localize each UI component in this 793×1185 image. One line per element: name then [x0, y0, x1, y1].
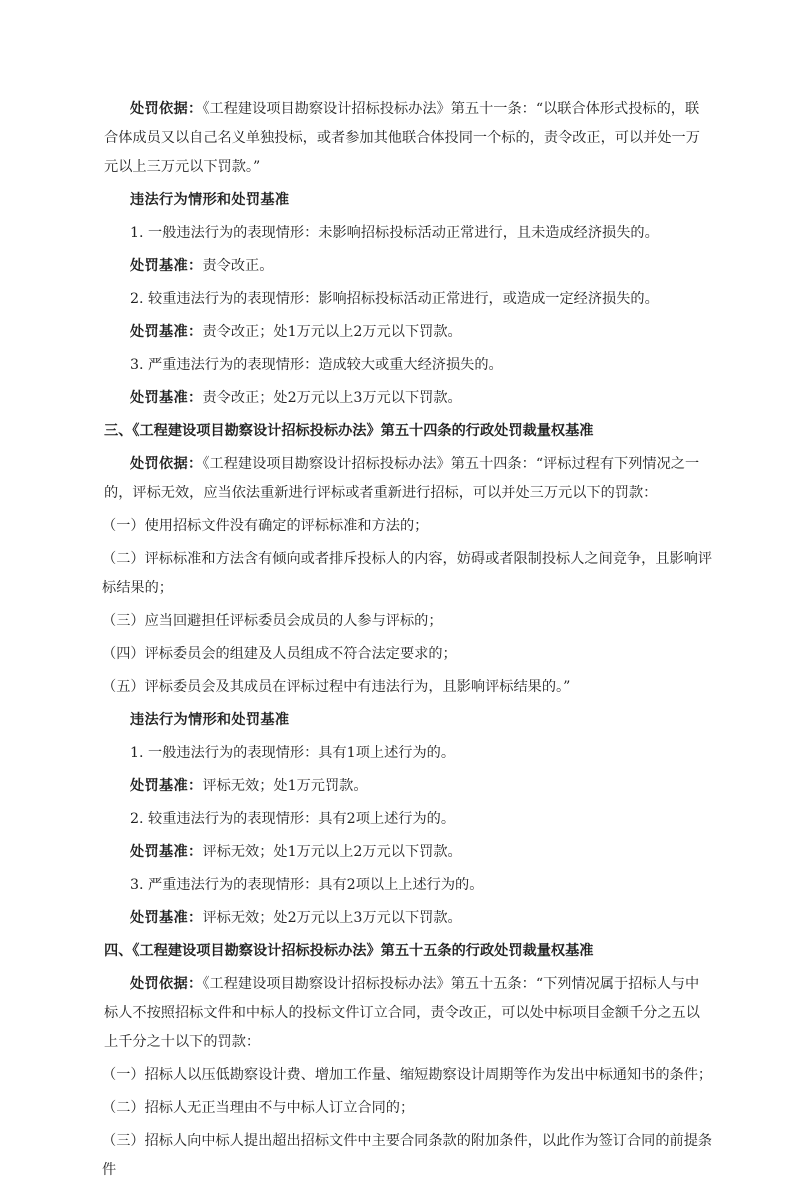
- label-penalty-standard: 处罚基准：: [130, 258, 203, 274]
- penalty-standard-text: 责令改正；处1万元以上2万元以下罚款。: [202, 324, 462, 340]
- list-item-1: （一）招标人以压低勘察设计费、增加工作量、缩短勘察设计周期等作为发出中标通知书的条件；: [102, 1067, 713, 1083]
- list-item-4: （四）评标委员会的组建及人员组成不符合法定要求的；: [102, 646, 457, 662]
- penalty-standard-serious: [104, 838, 713, 867]
- penalty-standard-severe: [104, 904, 713, 933]
- scenario-severe: 3. 严重违法行为的表现情形：造成较大或重大经济损失的。: [130, 357, 503, 373]
- section-heading-55: 四、《工程建设项目勘察设计招标投标办法》第五十五条的行政处罚裁量权基准: [104, 943, 594, 959]
- label-penalty-standard: 处罚基准：: [130, 390, 203, 406]
- scenario-general: 1. 一般违法行为的表现情形：未影响招标投标活动正常进行，且未造成经济损失的。: [130, 225, 659, 241]
- penalty-standard-text: 责令改正。: [202, 258, 274, 274]
- penalty-standard-general: [104, 772, 713, 801]
- label-penalty-basis: 处罚依据：: [130, 101, 203, 117]
- subheading-violation-scenarios: 违法行为情形和处罚基准: [130, 712, 290, 728]
- list-item-3: （三）应当回避担任评标委员会成员的人参与评标的；: [102, 613, 443, 629]
- penalty-basis-text: 《工程建设项目勘察设计招标投标办法》第五十五条：“下列情况属于招标人与中标人不按照招标文件和中标人的投标文件订立合同，责令改正，可以处中标项目金额千分之五以上千分之十以下的罚款：: [104, 976, 700, 1050]
- list-item-3: （三）招标人向中标人提出超出招标文件中主要合同条款的附加条件，以此作为签订合同的前提条件: [102, 1133, 713, 1178]
- label-penalty-standard: 处罚基准：: [130, 778, 203, 794]
- list-item-2: （二）招标人无正当理由不与中标人订立合同的；: [102, 1100, 415, 1116]
- label-penalty-standard: 处罚基准：: [130, 324, 203, 340]
- penalty-basis-54: [104, 450, 713, 508]
- penalty-basis-51: [104, 95, 713, 182]
- penalty-standard-text: 评标无效；处1万元以上2万元以下罚款。: [202, 844, 462, 860]
- label-penalty-basis: 处罚依据：: [130, 456, 203, 472]
- penalty-standard-serious: [104, 318, 713, 347]
- penalty-standard-general: [104, 252, 713, 281]
- penalty-standard-text: 责令改正；处2万元以上3万元以下罚款。: [202, 390, 462, 406]
- section-heading-54: 三、《工程建设项目勘察设计招标投标办法》第五十四条的行政处罚裁量权基准: [104, 423, 594, 439]
- label-penalty-standard: 处罚基准：: [130, 910, 203, 926]
- subheading-violation-scenarios: 违法行为情形和处罚基准: [130, 192, 290, 208]
- list-item-1: （一）使用招标文件没有确定的评标标准和方法的；: [102, 518, 429, 534]
- penalty-standard-text: 评标无效；处2万元以上3万元以下罚款。: [202, 910, 462, 926]
- scenario-severe: 3. 严重违法行为的表现情形：具有2项以上上述行为的。: [130, 877, 484, 893]
- penalty-standard-severe: [104, 384, 713, 413]
- scenario-general: 1. 一般违法行为的表现情形：具有1项上述行为的。: [130, 745, 456, 761]
- list-item-5: （五）评标委员会及其成员在评标过程中有违法行为，且影响评标结果的。”: [102, 679, 571, 695]
- penalty-standard-text: 评标无效；处1万元罚款。: [202, 778, 368, 794]
- penalty-basis-text: 《工程建设项目勘察设计招标投标办法》第五十四条：“评标过程有下列情况之一的，评标无效，应当依法重新进行评标或者重新进行招标，可以并处三万元以下的罚款：: [104, 456, 700, 501]
- penalty-basis-text: 《工程建设项目勘察设计招标投标办法》第五十一条：“以联合体形式投标的，联合体成员又以自己名义单独投标，或者参加其他联合体投同一个标的，责令改正，可以并处一万元以上三万元以下罚款。”: [104, 101, 700, 175]
- list-item-2: （二）评标标准和方法含有倾向或者排斥投标人的内容，妨碍或者限制投标人之间竞争，且影响评标结果的；: [102, 551, 713, 596]
- scenario-serious: 2. 较重违法行为的表现情形：影响招标投标活动正常进行，或造成一定经济损失的。: [130, 291, 659, 307]
- scenario-serious: 2. 较重违法行为的表现情形：具有2项上述行为的。: [130, 811, 456, 827]
- penalty-basis-55: [104, 970, 713, 1057]
- label-penalty-basis: 处罚依据：: [130, 976, 203, 992]
- label-penalty-standard: 处罚基准：: [130, 844, 203, 860]
